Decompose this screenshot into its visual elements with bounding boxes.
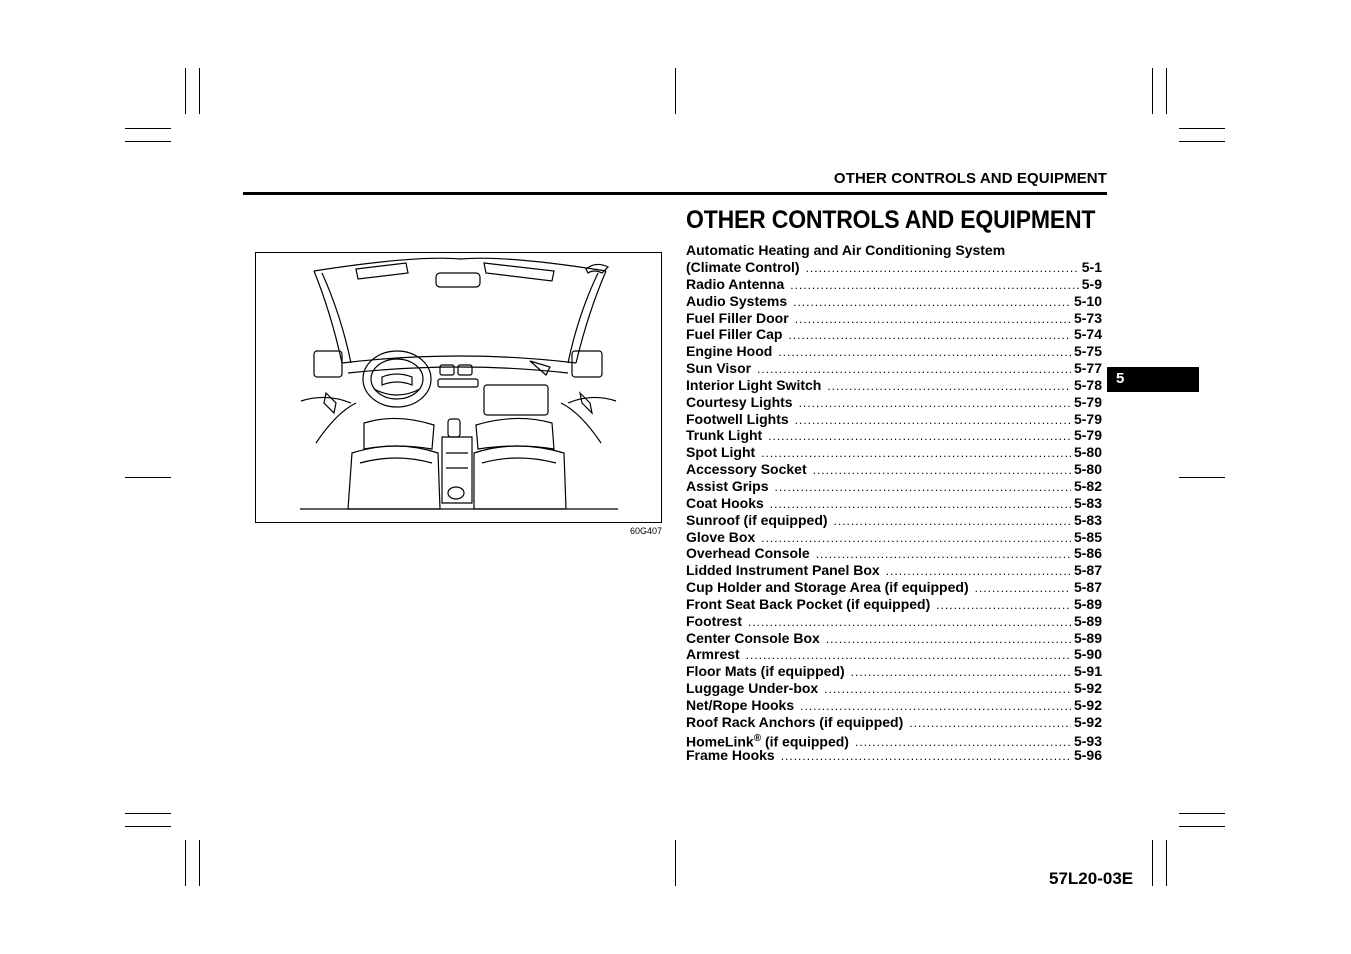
toc-entry <box>686 512 1102 529</box>
toc-entry-page: 5-89 <box>1073 595 1102 612</box>
toc-entry <box>686 646 1102 663</box>
toc-entry-label: Sunroof (if equipped) <box>686 511 828 528</box>
toc-entry <box>686 697 1102 714</box>
crop-mark <box>199 840 200 886</box>
toc-entry <box>686 630 1102 647</box>
crop-mark <box>1152 68 1153 114</box>
toc-entry-page: 5-92 <box>1073 713 1102 730</box>
toc-entry-label: Fuel Filler Door <box>686 309 789 326</box>
crop-mark <box>1152 840 1153 886</box>
toc-leader-dots <box>788 327 1071 344</box>
toc-entry-page: 5-92 <box>1073 696 1102 713</box>
toc-entry <box>686 579 1102 596</box>
toc-entry-page: 5-75 <box>1073 343 1102 360</box>
seat-back-left <box>364 418 434 449</box>
toc-entry-label: Cup Holder and Storage Area (if equipped) <box>686 579 969 596</box>
toc-leader-dots <box>800 698 1071 715</box>
crop-mark <box>1166 68 1167 114</box>
toc-entry <box>686 663 1102 680</box>
toc-entry-label: Courtesy Lights <box>686 393 793 410</box>
toc-leader-dots <box>813 462 1071 479</box>
toc-leader-dots <box>795 412 1071 429</box>
toc-entry-page: 5-89 <box>1073 629 1102 646</box>
toc-entry <box>686 714 1102 731</box>
toc-entry <box>686 613 1102 630</box>
toc-entry-page: 5-9 <box>1081 275 1102 292</box>
toc-entry-page: 5-83 <box>1073 494 1102 511</box>
crop-mark <box>125 477 171 478</box>
toc-leader-dots <box>757 361 1071 378</box>
toc-entry-label: HomeLink® (if equipped) <box>686 732 849 750</box>
toc-entry-label: Interior Light Switch <box>686 376 822 393</box>
toc-entry-label: Roof Rack Anchors (if equipped) <box>686 713 904 730</box>
crop-mark <box>185 840 186 886</box>
toc-entry-list <box>686 259 1102 764</box>
toc-leader-dots <box>770 496 1071 513</box>
crop-mark <box>1179 477 1225 478</box>
crop-mark <box>675 68 676 114</box>
seat-cushion-right <box>474 446 566 509</box>
toc-entry <box>686 478 1102 495</box>
crop-mark <box>1179 128 1225 129</box>
toc-entry-label: Assist Grips <box>686 477 769 494</box>
toc-leader-dots <box>824 681 1071 698</box>
toc-entry-label: Armrest <box>686 646 740 663</box>
crop-mark <box>1179 826 1225 827</box>
crop-mark <box>185 68 186 114</box>
crop-mark <box>125 128 171 129</box>
toc-entry-page: 5-86 <box>1073 545 1102 562</box>
toc-entry-page: 5-85 <box>1073 528 1102 545</box>
toc-entry-label: Spot Light <box>686 444 756 461</box>
toc-entry-label: Lidded Instrument Panel Box <box>686 562 880 579</box>
toc-entry <box>686 427 1102 444</box>
toc-entry-label: Footwell Lights <box>686 410 789 427</box>
toc-entry <box>686 411 1102 428</box>
crop-mark <box>125 826 171 827</box>
toc-entry-page: 5-91 <box>1073 663 1102 680</box>
seat-cushion-left <box>348 446 440 509</box>
toc-entry-label: (Climate Control) <box>686 259 800 275</box>
toc-leader-dots <box>774 479 1070 496</box>
center-console <box>442 437 472 503</box>
toc-entry <box>686 343 1102 360</box>
toc-entry-page: 5-80 <box>1073 461 1102 478</box>
toc-entry-label: Audio Systems <box>686 292 788 309</box>
toc-entry <box>686 545 1102 562</box>
toc-leader-dots <box>746 647 1071 664</box>
toc-leader-dots <box>768 428 1071 445</box>
toc-leader-dots <box>778 344 1071 361</box>
figure-code: 60G407 <box>629 526 662 536</box>
toc-entry-page: 5-83 <box>1073 511 1102 528</box>
toc-leader-dots <box>909 715 1071 732</box>
toc-entry-label: Front Seat Back Pocket (if equipped) <box>686 595 931 612</box>
toc-entry-page: 5-10 <box>1073 292 1102 309</box>
toc-leader-dots <box>781 748 1071 765</box>
toc-entry <box>686 326 1102 343</box>
toc-entry <box>686 731 1102 748</box>
seat-back-right <box>476 418 554 449</box>
shift-lever <box>448 419 460 437</box>
sun-visor-left <box>356 263 408 279</box>
toc-entry-page: 5-92 <box>1073 680 1102 697</box>
toc-entry <box>686 259 1102 276</box>
running-header: OTHER CONTROLS AND EQUIPMENT <box>833 170 1107 187</box>
toc-entry <box>686 444 1102 461</box>
toc-entry-label: Accessory Socket <box>686 461 807 478</box>
toc-entry-page: 5-1 <box>1081 259 1102 275</box>
toc-entry-label: Fuel Filler Cap <box>686 326 783 343</box>
crop-mark <box>675 840 676 886</box>
toc-entry-page: 5-93 <box>1073 733 1102 750</box>
car-interior-drawing <box>256 253 661 522</box>
toc-entry <box>686 310 1102 327</box>
toc-entry-label: Center Console Box <box>686 629 820 646</box>
crop-mark <box>199 68 200 114</box>
toc-leader-dots <box>806 260 1079 277</box>
toc-entry <box>686 461 1102 478</box>
toc-entry-label: Radio Antenna <box>686 275 785 292</box>
toc-leader-dots <box>761 445 1071 462</box>
toc-leader-dots <box>851 664 1071 681</box>
toc-entry-label: Footrest <box>686 612 742 629</box>
toc-entry-label: Frame Hooks <box>686 747 775 764</box>
toc-entry-page: 5-73 <box>1073 309 1102 326</box>
toc-entry-page: 5-78 <box>1073 376 1102 393</box>
side-mirror-left <box>314 351 342 377</box>
toc-entry <box>686 360 1102 377</box>
toc-entry <box>686 293 1102 310</box>
toc-entry <box>686 495 1102 512</box>
toc-entry-label: Glove Box <box>686 528 756 545</box>
toc-leader-dots <box>826 631 1071 648</box>
toc-leader-dots <box>975 580 1071 597</box>
toc-entry <box>686 596 1102 613</box>
toc-leader-dots <box>827 378 1071 395</box>
interior-illustration <box>255 252 662 523</box>
toc-entry-page: 5-89 <box>1073 612 1102 629</box>
toc-leader-dots <box>793 294 1071 311</box>
toc-entry <box>686 562 1102 579</box>
toc-entry-label: Sun Visor <box>686 360 752 377</box>
toc-entry-label: Floor Mats (if equipped) <box>686 663 845 680</box>
toc-leader-dots <box>790 277 1079 294</box>
toc-leader-dots <box>936 597 1071 614</box>
table-of-contents <box>686 242 1102 764</box>
toc-entry-page: 5-82 <box>1073 477 1102 494</box>
toc-entry-page: 5-79 <box>1073 393 1102 410</box>
toc-entry <box>686 377 1102 394</box>
toc-entry-label: Trunk Light <box>686 427 763 444</box>
section-tab <box>1107 367 1199 392</box>
registered-mark: ® <box>753 732 762 744</box>
page-title: OTHER CONTROLS AND EQUIPMENT <box>686 206 1096 234</box>
toc-entry-page: 5-90 <box>1073 646 1102 663</box>
toc-entry-label: Net/Rope Hooks <box>686 696 795 713</box>
crop-mark <box>1179 813 1225 814</box>
toc-leader-dots <box>834 513 1071 530</box>
crop-mark <box>1179 141 1225 142</box>
toc-entry-page: 5-79 <box>1073 427 1102 444</box>
rearview-mirror <box>436 273 480 287</box>
toc-leader-dots <box>816 546 1071 563</box>
toc-entry-label: Luggage Under-box <box>686 680 819 697</box>
crop-mark <box>1166 840 1167 886</box>
toc-entry <box>686 394 1102 411</box>
toc-leader-dots <box>886 563 1071 580</box>
toc-entry-page: 5-79 <box>1073 410 1102 427</box>
side-mirror-right <box>572 351 602 377</box>
toc-entry <box>686 529 1102 546</box>
toc-entry <box>686 680 1102 697</box>
toc-entry-label: Engine Hood <box>686 343 773 360</box>
document-code: 57L20-03E <box>1049 869 1134 888</box>
sun-visor-right <box>484 263 554 281</box>
toc-leader-dots <box>799 395 1071 412</box>
header-rule <box>243 192 1107 195</box>
toc-entry <box>686 747 1102 764</box>
toc-entry-page: 5-80 <box>1073 444 1102 461</box>
toc-leader-dots <box>761 530 1071 547</box>
toc-entry-page: 5-96 <box>1073 747 1102 764</box>
toc-entry-page: 5-77 <box>1073 360 1102 377</box>
toc-entry-page: 5-74 <box>1073 326 1102 343</box>
toc-leader-dots <box>795 311 1071 328</box>
toc-entry <box>686 276 1102 293</box>
crop-mark <box>125 141 171 142</box>
toc-entry-page: 5-87 <box>1073 562 1102 579</box>
toc-entry-label: Overhead Console <box>686 545 810 562</box>
toc-leader-dots <box>748 614 1071 631</box>
glove-box <box>484 385 548 415</box>
section-tab-number: 5 <box>1116 370 1125 387</box>
toc-entry-label: Coat Hooks <box>686 494 764 511</box>
toc-first-line: Automatic Heating and Air Conditioning System <box>686 242 1006 258</box>
toc-entry-page: 5-87 <box>1073 579 1102 596</box>
crop-mark <box>125 813 171 814</box>
